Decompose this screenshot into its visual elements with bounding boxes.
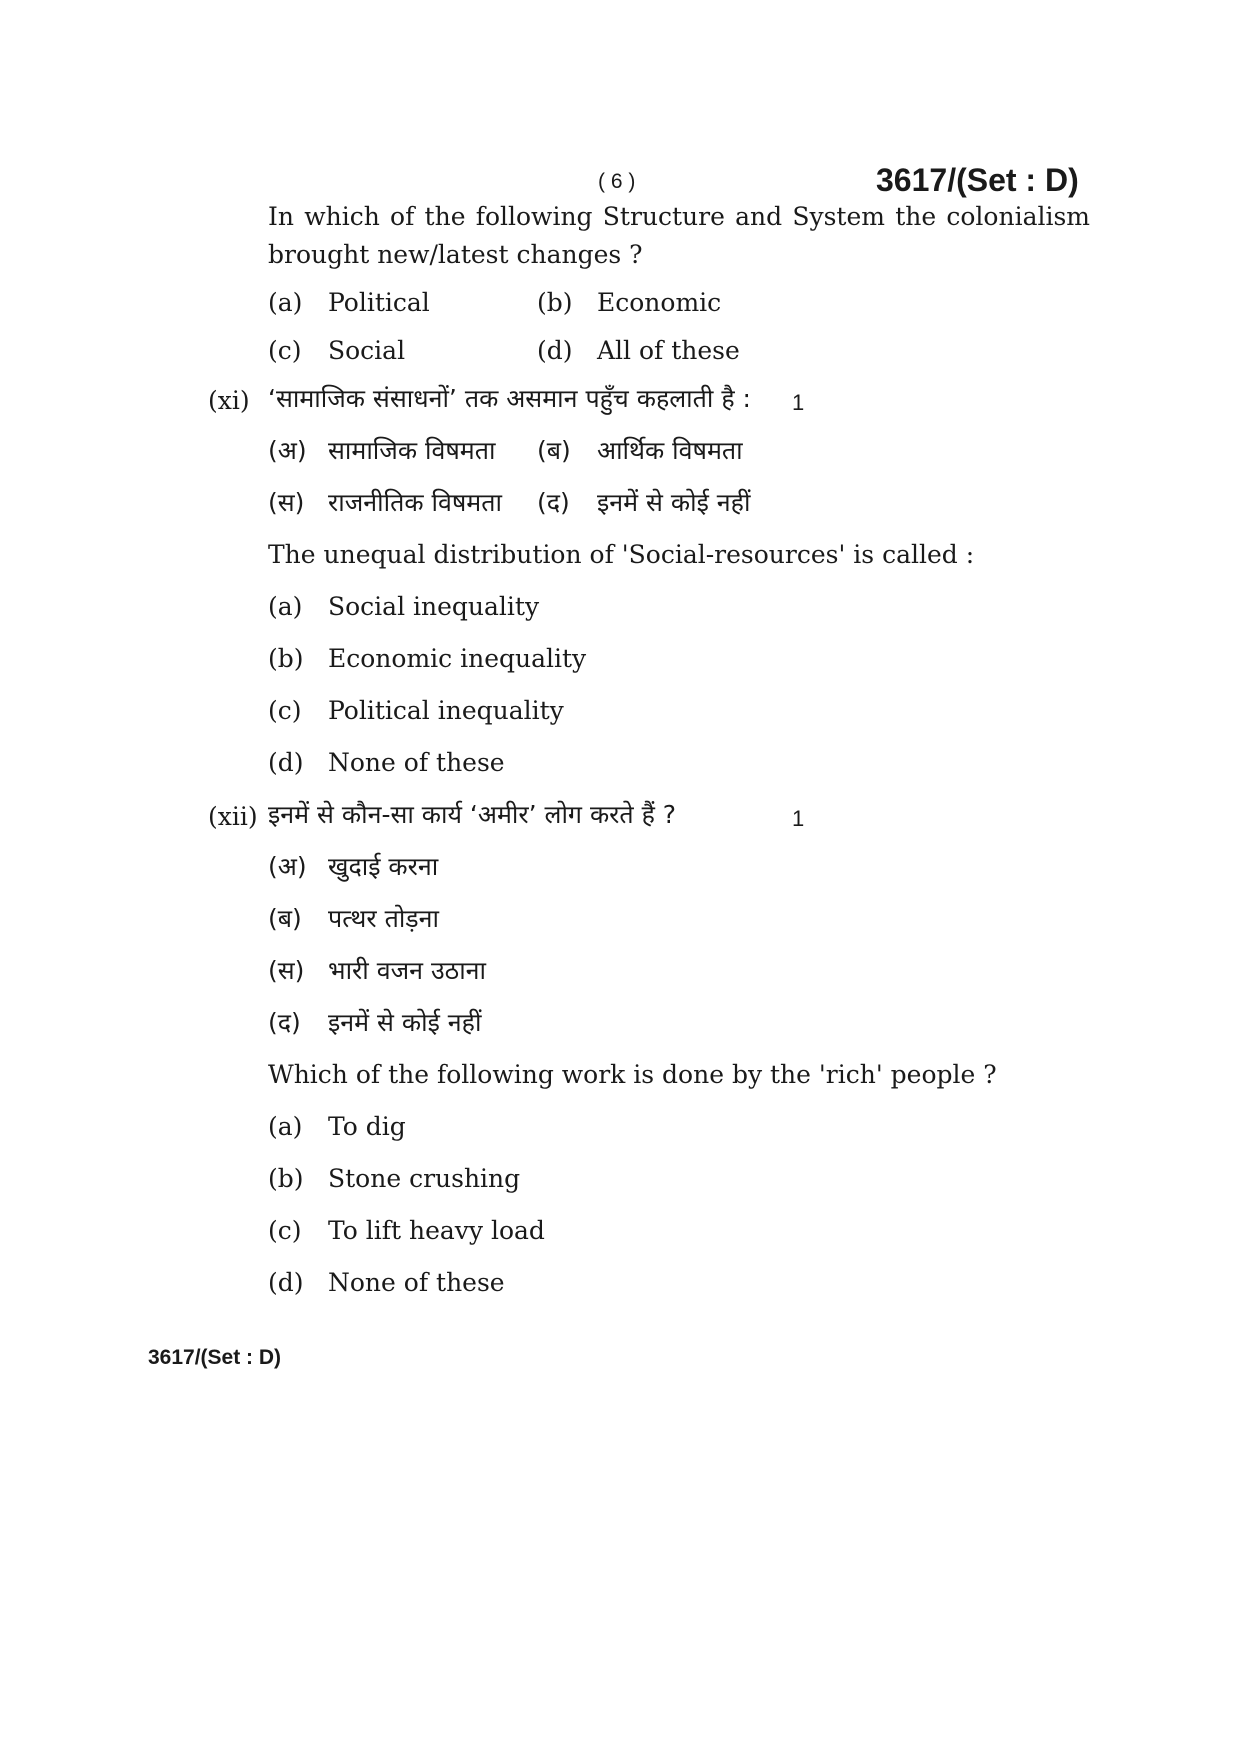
question-number: (xi) — [208, 386, 250, 415]
option-label: (c) — [268, 1216, 302, 1245]
option-label: (d) — [537, 336, 573, 365]
question-11-hindi: ‘सामाजिक संसाधनों’ तक असमान पहुँच कहलाती है : — [268, 384, 751, 413]
option-text: खुदाई करना — [328, 852, 439, 881]
option-label: (स) — [268, 488, 305, 517]
option-text: Economic — [597, 288, 722, 317]
option-text: इनमें से कोई नहीं — [597, 488, 751, 517]
option-label: (d) — [268, 748, 304, 777]
question-10-english-line-2: brought new/latest changes ? — [268, 240, 643, 269]
option-label: (d) — [268, 1268, 304, 1297]
option-text: Social — [328, 336, 406, 365]
option-label: (b) — [268, 644, 304, 673]
marks: 1 — [792, 390, 805, 415]
marks: 1 — [792, 806, 805, 831]
option-text: All of these — [597, 336, 740, 365]
option-text: Political inequality — [328, 696, 564, 725]
option-label: (ब) — [537, 436, 571, 465]
option-text: To lift heavy load — [328, 1216, 545, 1245]
option-text: None of these — [328, 1268, 505, 1297]
option-label: (द) — [268, 1008, 301, 1037]
option-text: Stone crushing — [328, 1164, 521, 1193]
question-12-english: Which of the following work is done by the 'rich' people ? — [268, 1060, 997, 1089]
question-10-english-line-1: In which of the following Structure and System the colonialism — [268, 202, 1090, 231]
option-label: (a) — [268, 592, 303, 621]
option-text: Political — [328, 288, 430, 317]
option-label: (द) — [537, 488, 570, 517]
option-label: (अ) — [268, 852, 307, 881]
option-label: (b) — [268, 1164, 304, 1193]
option-text: Social inequality — [328, 592, 540, 621]
option-label: (c) — [268, 696, 302, 725]
option-label: (अ) — [268, 436, 307, 465]
option-text: पत्थर तोड़ना — [328, 904, 440, 933]
option-text: None of these — [328, 748, 505, 777]
option-label: (स) — [268, 956, 305, 985]
question-12-hindi: इनमें से कौन-सा कार्य ‘अमीर’ लोग करते हैं ? — [268, 800, 677, 829]
option-text: इनमें से कोई नहीं — [328, 1008, 482, 1037]
question-11-english: The unequal distribution of 'Social-resources' is called : — [268, 540, 975, 569]
option-text: Economic inequality — [328, 644, 587, 673]
paper-code-footer: 3617/(Set : D) — [148, 1346, 282, 1369]
option-label: (a) — [268, 1112, 303, 1141]
option-label: (c) — [268, 336, 302, 365]
option-label: (b) — [537, 288, 573, 317]
option-text: राजनीतिक विषमता — [328, 488, 502, 517]
option-text: सामाजिक विषमता — [328, 436, 496, 465]
option-text: आर्थिक विषमता — [597, 436, 743, 465]
paper-code-header: 3617/(Set : D) — [876, 162, 1079, 198]
option-text: To dig — [328, 1112, 406, 1141]
option-text: भारी वजन उठाना — [328, 956, 487, 985]
question-number: (xii) — [208, 802, 258, 831]
option-label: (ब) — [268, 904, 302, 933]
option-label: (a) — [268, 288, 303, 317]
page-number: ( 6 ) — [598, 170, 636, 193]
